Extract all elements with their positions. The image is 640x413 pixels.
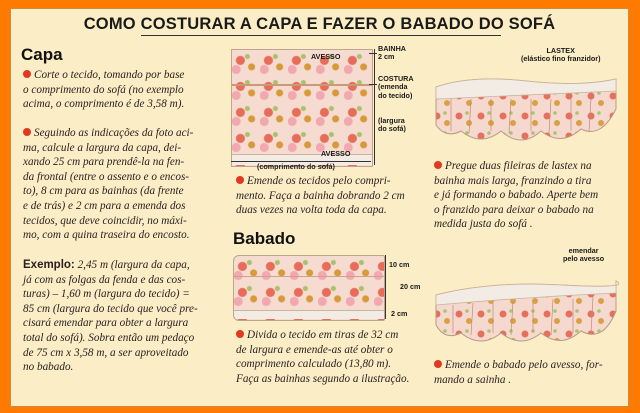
dim-10cm-label: 10 cm — [389, 260, 410, 269]
babado-heading: Babado — [233, 229, 296, 248]
babado-dimension-line — [385, 255, 386, 319]
instruction-sheet — [10, 8, 629, 407]
costura-pointer — [369, 84, 377, 85]
emendar-ruffle-illustration — [431, 267, 621, 351]
bullet-icon — [23, 128, 31, 136]
avesso-label-top: AVESSO — [311, 52, 341, 61]
lastex-label: LASTEX (elástico fino franzidor) — [521, 46, 601, 64]
title-underline — [141, 35, 501, 36]
capa-heading: Capa — [21, 45, 63, 64]
capa-step-1: Corte o tecido, tomando por base o comprimento do sofá (no exemplo acima, o comprimento é de 3,58 m). — [23, 69, 185, 111]
capa-fabric-illustration — [231, 49, 373, 167]
bullet-icon — [434, 161, 442, 169]
largura-dimension-line — [374, 49, 375, 165]
dim-2cm-label: 2 cm — [391, 309, 408, 318]
emendar-caption: Emende o babado pelo avesso, for- mando a sainha . — [434, 359, 603, 386]
largura-label: (largura do sofá) — [378, 116, 406, 134]
bullet-icon — [236, 330, 244, 338]
capa-step-2: Seguindo as indicações da foto aci- ma, calcule a largura da capa, dei- xando 25 cm para prendê-la na fen- da frontal (entre o assento e o encos- to), 8 cm para as bainhas (da frente e de trás) e 2 cm para a emenda dos tecidos, que deve coincidir, no máxi- mo, com a quina traseira do encosto. — [23, 127, 194, 242]
page-title: COMO COSTURAR A CAPA E FAZER O BABADO DO SOFÁ — [83, 15, 556, 33]
babado-caption: Divida o tecido em tiras de 32 cm de largura e emende-as até obter o comprimento calculado (13,80 m). Faça as bainhas segundo a ilustração. — [236, 329, 410, 385]
dim-20cm-label: 20 cm — [400, 282, 421, 291]
comprimento-label: (comprimento do sofá) — [257, 162, 335, 171]
bullet-icon — [434, 360, 442, 368]
emendar-label: emendar pelo avesso — [563, 246, 605, 264]
babado-strip-illustration — [233, 255, 385, 321]
bullet-icon — [23, 70, 31, 78]
seam-line — [232, 84, 372, 86]
bainha-label: BAINHA 2 cm — [378, 44, 406, 62]
costura-label: COSTURA (emenda do tecido) — [378, 74, 414, 100]
avesso-label-bottom: AVESSO — [321, 149, 351, 158]
bainha-pointer — [369, 53, 377, 54]
emende-caption: Emende os tecidos pelo compri- mento. Faça a bainha dobrando 2 cm duas vezes na volta toda da capa. — [236, 175, 405, 217]
lastex-ruffle-illustration — [431, 69, 621, 153]
capa-example: Exemplo: 2,45 m (largura da capa, já com as folgas da fenda e das cos- turas) – 1,60 m (largura do tecido) = 85 cm (largura do tecido que você pre- cisará emendar para obter a largura total do sofá). Sobra então um pedaço de 75 cm x 3,58 m, a ser aproveitado no babado. — [23, 259, 198, 374]
lastex-caption: Pregue duas fileiras de lastex na bainha mais larga, franzindo a tira e já formando o babado. Aperte bem o franzido para deixar o babado na medida justa do sofá . — [434, 160, 599, 231]
hem-fold — [234, 310, 384, 319]
bullet-icon — [236, 176, 244, 184]
fold-line — [234, 276, 384, 277]
